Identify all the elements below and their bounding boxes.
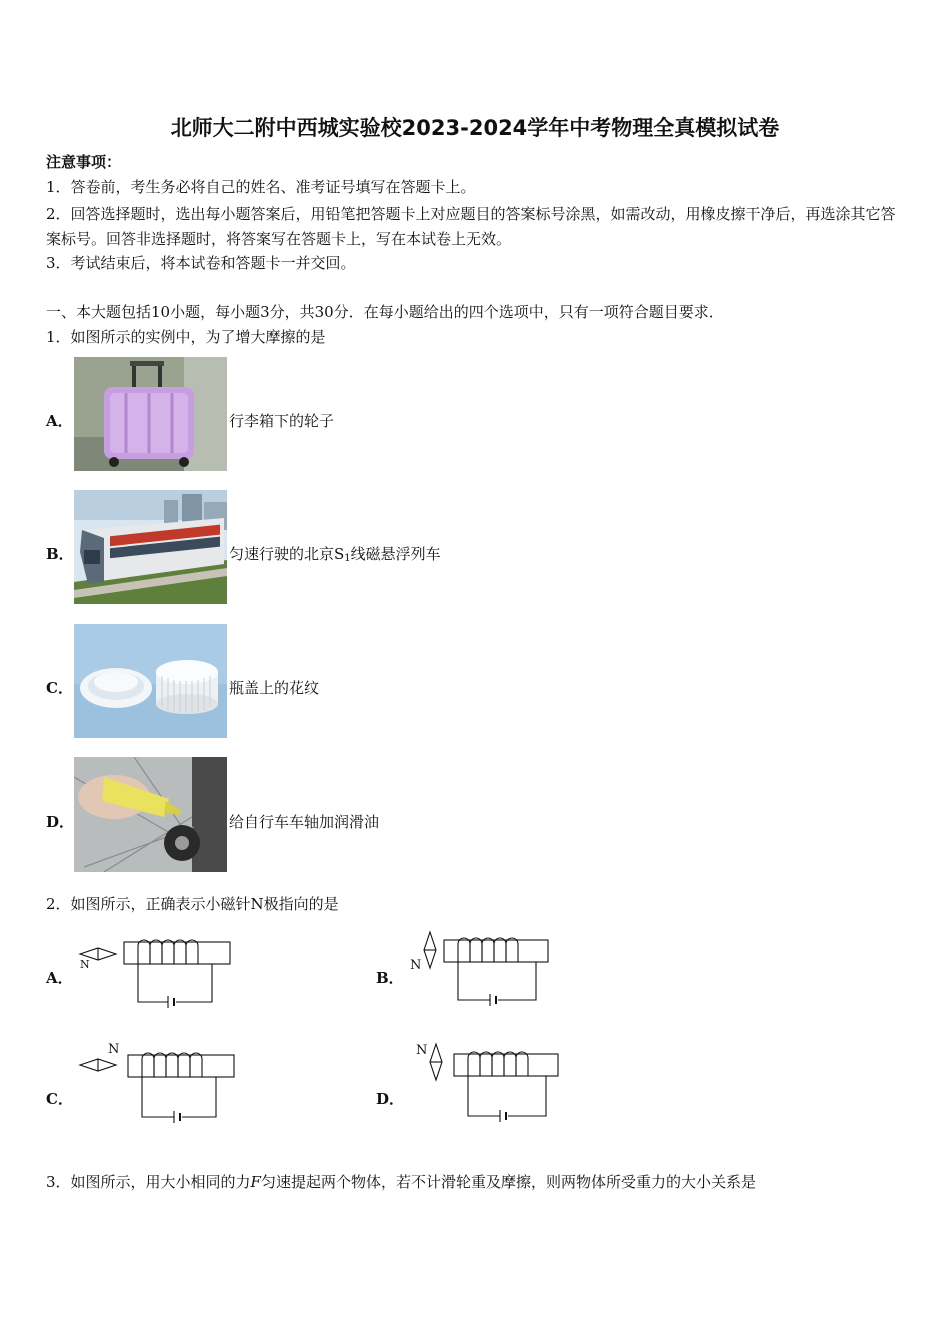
q1-option-c-label: C． — [46, 679, 73, 697]
q2-option-b-label: B． — [376, 969, 404, 987]
q2-diagram-c — [76, 1043, 241, 1127]
q1-option-b-text: 匀速行驶的北京$S_1$线磁悬浮列车 — [229, 545, 441, 564]
q3-stem: 3．如图所示，用大小相同的力F匀速提起两个物体，若不计滑轮重及摩擦，则两物体所受重力的大小关系是 — [46, 1173, 756, 1191]
q2-option-c-label: C． — [46, 1090, 73, 1108]
q1-option-d-text: 给自行车车轴加润滑油 — [229, 813, 380, 831]
q2-b-pole-label: N — [410, 958, 422, 973]
q2-option-d-label: D． — [376, 1090, 405, 1108]
section-heading: 一、本大题包括10小题，每小题3分，共30分．在每小题给出的四个选项中，只有一项符合题目要求． — [46, 303, 724, 321]
bicycle-oil-image — [74, 757, 227, 872]
q2-option-a-label: A． — [46, 969, 73, 987]
q2-d-pole-label: N — [416, 1043, 428, 1058]
q1-option-b-label: B． — [46, 545, 74, 563]
q1-option-c-text: 瓶盖上的花纹 — [229, 679, 320, 697]
page-title: 北师大二附中西城实验校2023-2024学年中考物理全真模拟试卷 — [170, 116, 780, 140]
q1-option-d-label: D． — [46, 813, 75, 831]
q2-c-pole-label: N — [108, 1042, 120, 1057]
q2-a-pole-label: N — [80, 958, 90, 971]
notice-heading: 注意事项： — [46, 153, 122, 171]
notice-item-1: 1．答卷前，考生务必将自己的姓名、准考证号填写在答题卡上。 — [46, 178, 476, 196]
q2-stem: 2．如图所示，正确表示小磁针N极指向的是 — [46, 895, 339, 913]
notice-item-3: 3．考试结束后，将本试卷和答题卡一并交回。 — [46, 254, 356, 272]
q2-diagram-b — [420, 930, 560, 1010]
notice-item-2: 2．回答选择题时，选出每小题答案后，用铅笔把答题卡上对应题目的答案标号涂黑，如需改动，用橡皮擦干净后，再选涂其它答案标号。回答非选择题时，将答案写在答题卡上，写在本试卷上无效。 — [46, 205, 896, 248]
q2-diagram-a — [76, 938, 236, 1010]
suitcase-image — [74, 357, 227, 471]
q1-stem: 1．如图所示的实例中，为了增大摩擦的是 — [46, 328, 326, 346]
maglev-train-image — [74, 490, 227, 604]
q1-option-a-label: A． — [46, 412, 73, 430]
q1-option-a-text: 行李箱下的轮子 — [229, 412, 335, 430]
bottle-caps-image — [74, 624, 227, 738]
q2-diagram-d — [426, 1040, 566, 1126]
